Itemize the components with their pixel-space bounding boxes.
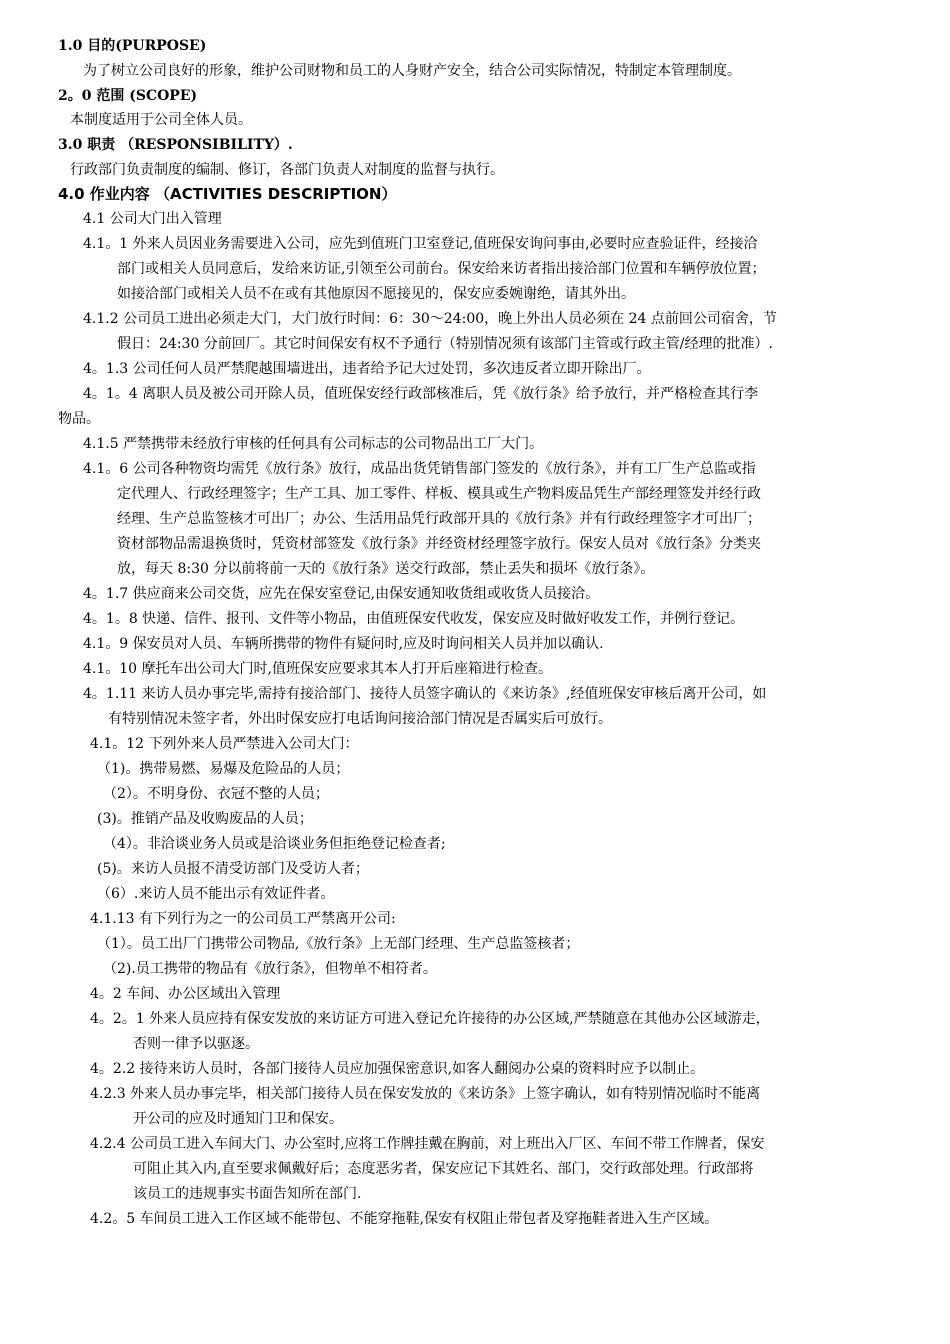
item-4-1-3: 4。1.3 公司任何人员严禁爬越围墙进出，违者给予记大过处罚，多次违反者立即开除出厂。 (83, 361, 651, 377)
list-item: （1）。员工出厂门携带公司物品,《放行条》上无部门经理、生产总监签核者； (97, 936, 580, 952)
item-4-2-4-line1: 4.2.4 公司员工进入车间大门、办公室时,应将工作牌挂戴在胸前，对上班出入厂区、车间不带工作牌者，保安 (90, 1136, 765, 1152)
purpose-text: 为了树立公司良好的形象，维护公司财物和员工的人身财产安全，结合公司实际情况，特制定本管理制度。 (83, 63, 741, 79)
item-4-2-3-line2: 开公司的应及时通知门卫和保安。 (133, 1111, 343, 1127)
list-item: (5)。来访人员报不清受访部门及受访人者； (97, 861, 369, 877)
item-4-2-5: 4.2。5 车间员工进入工作区域不能带包、不能穿拖鞋,保安有权阻止带包者及穿拖鞋者进入生产区域。 (90, 1211, 719, 1227)
item-4-2-1-line2: 否则一律予以驱逐。 (133, 1036, 259, 1052)
item-4-1-2-line1: 4.1.2 公司员工进出必须走大门，大门放行时间：6：30～24:00，晚上外出人员必须在 24 点前回公司宿舍，节 (83, 311, 777, 327)
item-4-1-5: 4.1.5 严禁携带未经放行审核的任何具有公司标志的公司物品出工厂大门。 (83, 436, 544, 452)
heading-scope: 2。0 范围 (SCOPE) (58, 88, 198, 104)
item-4-2-4-line2: 可阻止其入内,直至要求佩戴好后；态度恶劣者，保安应记下其姓名、部门，交行政部处理。行政部将 (133, 1161, 754, 1177)
item-4-1-8: 4。1。8 快递、信件、报刊、文件等小物品，由值班保安代收发，保安应及时做好收发工作，并例行登记。 (83, 611, 745, 627)
section-4-1-title: 4.1 公司大门出入管理 (83, 211, 222, 227)
item-4-2-4-line3: 该员工的违规事实书面告知所在部门. (133, 1186, 362, 1202)
item-4-1-4-line1: 4。1。4 离职人员及被公司开除人员，值班保安经行政部核准后，凭《放行条》给予放行，并严格检查其行李 (83, 386, 759, 402)
heading-responsibility: 3.0 职责 （RESPONSIBILITY）. (58, 137, 293, 153)
list-item: （6）.来访人员不能出示有效证件者。 (97, 886, 335, 902)
section-4-2-title: 4。2 车间、办公区域出入管理 (90, 986, 281, 1002)
item-4-1-6-line1: 4.1。6 公司各种物资均需凭《放行条》放行，成品出货凭销售部门签发的《放行条》，并有工厂生产总监或指 (83, 461, 756, 477)
item-4-2-1-line1: 4。2。1 外来人员应持有保安发放的来访证方可进入登记允许接待的办公区域,严禁随意在其他办公区域游走， (90, 1011, 770, 1027)
item-4-1-2-line2: 假日：24:30 分前回厂。其它时间保安有权不予通行（特别情况须有该部门主管或行政主管/经理的批准）. (117, 336, 773, 352)
list-item: （2).员工携带的物品有《放行条》，但物单不相符者。 (103, 961, 437, 977)
item-4-2-2: 4。2.2 接待来访人员时，各部门接待人员应加强保密意识,如客人翻阅办公桌的资料时应予以制止。 (90, 1061, 705, 1077)
item-4-1-4-line2: 物品。 (58, 411, 100, 427)
list-item: （4）。非洽谈业务人员或是洽谈业务但拒绝登记检查者; (103, 836, 446, 852)
item-4-1-6-line3: 经理、生产总监签核才可出厂；办公、生活用品凭行政部开具的《放行条》并有行政经理签字才可出厂； (117, 511, 761, 527)
item-4-1-1-line1: 4.1。1 外来人员因业务需要进入公司，应先到值班门卫室登记,值班保安询问事由,必要时应查验证件，经接洽 (83, 236, 758, 252)
responsibility-text: 行政部门负责制度的编制、修订，各部门负责人对制度的监督与执行。 (70, 162, 504, 178)
item-4-1-7: 4。1.7 供应商来公司交货，应先在保安室登记,由保安通知收货组或收货人员接洽。 (83, 586, 600, 602)
scope-text: 本制度适用于公司全体人员。 (70, 112, 252, 128)
item-4-1-1-line2: 部门或相关人员同意后，发给来访证,引领至公司前台。保安给来访者指出接洽部门位置和车辆停放位置； (117, 261, 766, 277)
item-4-1-6-line2: 定代理人、行政经理签字；生产工具、加工零件、样板、模具或生产物料废品凭生产部经理签发并经行政 (117, 486, 761, 502)
item-4-1-1-line3: 如接洽部门或相关人员不在或有其他原因不愿接见的，保安应委婉谢绝，请其外出。 (117, 286, 635, 302)
item-4-1-11-line2: 有特别情况未签字者，外出时保安应打电话询问接洽部门情况是否属实后可放行。 (108, 711, 612, 727)
item-4-1-12: 4.1。12 下列外来人员严禁进入公司大门： (90, 736, 359, 752)
list-item: （1)。携带易燃、易爆及危险品的人员； (97, 761, 350, 777)
item-4-1-11-line1: 4。1.11 来访人员办事完毕,需持有接洽部门、接待人员签字确认的《来访条》,经值班保安审核后离开公司，如 (83, 686, 767, 702)
list-item: (3)。推销产品及收购废品的人员； (97, 811, 313, 827)
item-4-2-3-line1: 4.2.3 外来人员办事完毕，相关部门接待人员在保安发放的《来访条》上签字确认，如有特别情况临时不能离 (90, 1086, 761, 1102)
item-4-1-9: 4.1。9 保安员对人员、车辆所携带的物件有疑问时,应及时询问相关人员并加以确认. (83, 636, 604, 652)
heading-activities: 4.0 作业内容 （ACTIVITIES DESCRIPTION） (58, 185, 397, 203)
item-4-1-13: 4.1.13 有下列行为之一的公司员工严禁离开公司: (90, 911, 396, 927)
item-4-1-6-line5: 放，每天 8:30 分以前将前一天的《放行条》送交行政部，禁止丢失和损坏《放行条》。 (117, 561, 655, 577)
item-4-1-10: 4.1。10 摩托车出公司大门时,值班保安应要求其本人打开后座箱进行检查。 (83, 661, 552, 677)
list-item: （2）。不明身份、衣冠不整的人员； (103, 786, 329, 802)
heading-purpose: 1.0 目的(PURPOSE) (58, 38, 207, 54)
item-4-1-6-line4: 资材部物品需退换货时，凭资材部签发《放行条》并经资材经理签字放行。保安人员对《放行条》分类夹 (117, 536, 761, 552)
